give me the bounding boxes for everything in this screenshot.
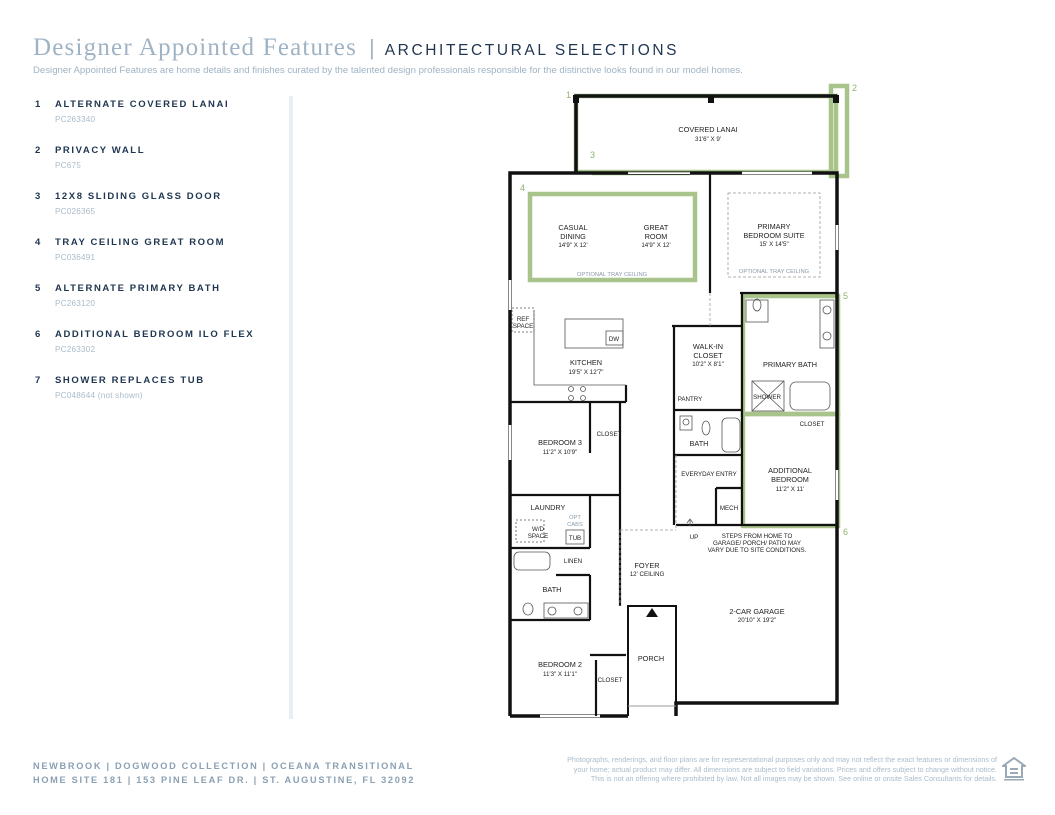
wd-space-label: W/D — [531, 526, 545, 533]
mech-label: MECH — [719, 505, 739, 512]
bedroom-3-dimension: 11'2" X 10'9" — [542, 449, 578, 456]
linen-label: LINEN — [563, 558, 583, 565]
bedroom-2-label: BEDROOM 2 — [538, 660, 582, 669]
page-subtitle: ARCHITECTURAL SELECTIONS — [384, 42, 680, 59]
additional-bedroom-label: BEDROOM — [771, 475, 809, 484]
kitchen-label: KITCHEN — [569, 358, 603, 367]
title-row — [33, 34, 1033, 62]
feature-name: SHOWER REPLACES TUB — [55, 375, 205, 386]
great-room-dimension: 14'9" X 12' — [641, 242, 671, 249]
garage-label: 2-CAR GARAGE — [729, 607, 785, 616]
great-room-label: GREAT — [643, 223, 669, 232]
steps-note: VARY DUE TO SITE CONDITIONS. — [707, 547, 807, 554]
address-line: HOME SITE 181 | 153 PINE LEAF DR. | ST. AUGUSTINE, FL 32092 — [33, 775, 416, 785]
steps-note: GARAGE/ PORCH/ PATIO MAY — [712, 540, 802, 547]
feature-number: 1 — [35, 99, 42, 110]
walk-in-closet-label: CLOSET — [693, 351, 723, 360]
feature-code: PC026365 — [55, 207, 96, 216]
everyday-entry-label: EVERYDAY ENTRY — [681, 471, 737, 478]
feature-number: 7 — [35, 375, 42, 386]
callout-1: 1 — [566, 90, 572, 100]
primary-bedroom-label: PRIMARY — [757, 222, 791, 231]
up-label: UP — [689, 534, 699, 541]
feature-item — [35, 99, 285, 145]
closet-label: CLOSET — [596, 431, 622, 438]
feature-code: PC675 — [55, 161, 82, 170]
lanai-dimension: 31'6" X 9' — [695, 136, 721, 143]
lanai-label: COVERED LANAI — [678, 125, 738, 134]
feature-number: 2 — [35, 145, 42, 156]
tray-ceiling-note: OPTIONAL TRAY CEILING — [738, 269, 810, 275]
feature-name: PRIVACY WALL — [55, 145, 146, 156]
callout-2: 2 — [852, 83, 858, 93]
wd-space-label: SPACE — [527, 533, 549, 540]
highlight-covered-lanai — [576, 96, 836, 172]
bath-label: BATH — [689, 439, 709, 448]
callout-6: 6 — [843, 527, 849, 537]
feature-code: PC263120 — [55, 299, 96, 308]
feature-name: TRAY CEILING GREAT ROOM — [55, 237, 226, 248]
tray-ceiling-note: OPTIONAL TRAY CEILING — [576, 272, 648, 278]
tub-label: TUB — [568, 535, 582, 542]
callout-5: 5 — [843, 291, 849, 301]
community-info — [33, 759, 415, 787]
steps-note: STEPS FROM HOME TO — [721, 533, 793, 540]
walk-in-closet-dimension: 10'2" X 8'1" — [692, 361, 724, 368]
ref-space-label: SPACE — [512, 323, 534, 330]
bath-label: BATH — [542, 585, 562, 594]
community-line: NEWBROOK | DOGWOOD COLLECTION | OCEANA TRANSITIONAL — [33, 761, 414, 771]
page-header — [33, 34, 1033, 76]
shower-label: SHOWER — [753, 394, 781, 401]
feature-code: PC036491 — [55, 253, 96, 262]
disclaimer-line: Photographs, renderings, and floor plans are for representational purposes only and may not reflect the exact features or dimensions of — [567, 755, 997, 764]
feature-code: PC048644 (not shown) — [55, 391, 143, 400]
feature-name: ALTERNATE COVERED LANAI — [55, 99, 230, 110]
feature-code: PC263340 — [55, 115, 96, 124]
disclaimer-line: your home; actual product may differ. All dimensions are subject to field variations. Prices and offers subject to change without notice. — [573, 764, 997, 774]
casual-dining-dimension: 14'9" X 12' — [558, 242, 588, 249]
floor-plan-drawing — [500, 78, 860, 723]
primary-bath-label: PRIMARY BATH — [763, 360, 817, 369]
primary-bedroom-dimension: 15' X 14'5" — [759, 241, 789, 248]
feature-code: PC263302 — [55, 345, 96, 354]
opt-cabs-label: OPT — [569, 515, 581, 521]
intro-text: Designer Appointed Features are home details and finishes curated by the talented design professionals responsible for the distinctive looks found in our model homes. — [33, 65, 743, 76]
callout-3: 3 — [590, 150, 596, 160]
closet-label: CLOSET — [799, 421, 825, 428]
garage-dimension: 20'10" X 19'2" — [737, 617, 777, 624]
feature-item — [35, 283, 285, 329]
feature-item — [35, 191, 285, 237]
equal-housing-opportunity-icon — [1002, 757, 1026, 783]
highlight-tray-ceiling — [530, 194, 695, 280]
feature-name: 12X8 SLIDING GLASS DOOR — [55, 191, 222, 202]
ref-space-label: REF — [516, 316, 530, 323]
opt-cabs-label: CABS — [567, 522, 583, 528]
foyer-ceiling: 12' CEILING — [629, 571, 665, 578]
walk-in-closet-label: WALK-IN — [692, 342, 724, 351]
feature-item — [35, 329, 285, 375]
feature-number: 6 — [35, 329, 42, 340]
pantry-label: PANTRY — [677, 396, 703, 403]
callout-4: 4 — [520, 183, 526, 193]
additional-bedroom-label: ADDITIONAL — [768, 466, 812, 475]
vertical-divider — [289, 96, 293, 719]
dishwasher-label: DW — [608, 336, 620, 343]
disclaimer-line: This is not an offering where prohibited by law. Not all images may be shown. See online or onsite Sales Consultants for details. — [590, 774, 997, 783]
closet-label: CLOSET — [597, 677, 623, 684]
disclaimer — [517, 755, 997, 784]
kitchen-dimension: 19'5" X 12'7" — [568, 369, 604, 376]
porch-label: PORCH — [637, 654, 665, 663]
page-title: Designer Appointed Features — [33, 34, 358, 61]
foyer-label: FOYER — [634, 561, 660, 570]
entry-arrow-icon — [646, 608, 658, 617]
additional-bedroom-dimension: 11'2" X 11' — [775, 486, 805, 493]
bedroom-2-dimension: 11'3" X 11'1" — [542, 671, 578, 678]
feature-item — [35, 375, 285, 421]
primary-bedroom-label: BEDROOM SUITE — [743, 231, 805, 240]
laundry-label: LAUNDRY — [530, 503, 566, 512]
great-room-label: ROOM — [644, 232, 668, 241]
feature-number: 4 — [35, 237, 42, 248]
title-separator: | — [369, 35, 375, 60]
feature-number: 3 — [35, 191, 42, 202]
feature-name: ADDITIONAL BEDROOM ILO FLEX — [55, 329, 255, 340]
feature-name: ALTERNATE PRIMARY BATH — [55, 283, 221, 294]
feature-number: 5 — [35, 283, 42, 294]
casual-dining-label: DINING — [560, 232, 586, 241]
bedroom-3-label: BEDROOM 3 — [538, 438, 582, 447]
feature-item — [35, 145, 285, 191]
floor-plan — [500, 78, 860, 723]
feature-item — [35, 237, 285, 283]
feature-list — [35, 99, 285, 421]
casual-dining-label: CASUAL — [558, 223, 588, 232]
